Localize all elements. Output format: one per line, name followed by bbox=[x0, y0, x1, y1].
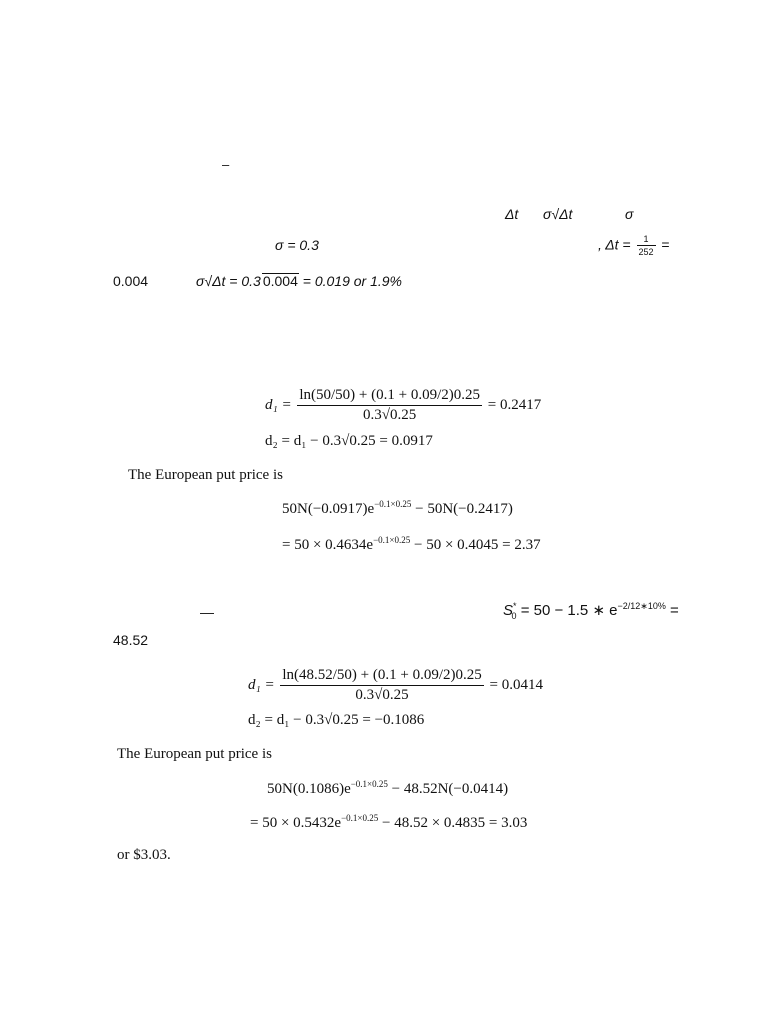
adjusted-stock-price bbox=[503, 601, 679, 621]
d1-numerator: ln(50/50) + (0.1 + 0.09/2)0.25 bbox=[297, 387, 482, 406]
d1-equation-1 bbox=[265, 387, 541, 425]
put-price-heading-1: The European put price is bbox=[128, 467, 283, 483]
delta-t-symbol: Δt bbox=[505, 206, 519, 222]
put-formula-1-exponent: −0.1×0.25 bbox=[374, 499, 412, 509]
delta-t-denominator: 252 bbox=[638, 247, 654, 258]
put-eval-1-main: = 50 × 0.4634e bbox=[282, 537, 374, 553]
put-formula-1-main: 50N(−0.0917)e bbox=[282, 501, 375, 517]
delta-t-numerator: 1 bbox=[637, 234, 656, 246]
delta-t-prefix: , Δt = bbox=[598, 236, 631, 253]
put-formula-2-main: 50N(0.1086)e bbox=[267, 781, 351, 797]
d1-numerator-2: ln(48.52/50) + (0.1 + 0.09/2)0.25 bbox=[280, 667, 483, 686]
d1-result: = 0.2417 bbox=[487, 397, 542, 414]
intro-dash: – bbox=[222, 157, 230, 172]
d1-denominator-2: 0.3√0.25 bbox=[355, 687, 409, 704]
d2-equation-2: d₂ = d₁ − 0.3√0.25 = −0.1086 bbox=[248, 712, 425, 728]
part2-dash: — bbox=[200, 604, 214, 620]
sigma-symbol: σ bbox=[625, 206, 634, 222]
d1-result-2: = 0.0414 bbox=[489, 677, 543, 694]
adjusted-stock-value: 48.52 bbox=[113, 632, 149, 648]
d1-fraction-2 bbox=[280, 667, 483, 705]
s0-symbol: S bbox=[503, 602, 514, 619]
put-eval-1-exponent: −0.1×0.25 bbox=[373, 535, 411, 545]
vol-calc-prefix: σ√Δt = 0.3 bbox=[196, 273, 261, 289]
s0-subscript: 0 bbox=[511, 611, 517, 621]
d1-denominator: 0.3√0.25 bbox=[363, 407, 417, 424]
put-eval-2-tail: − 48.52 × 0.4835 = 3.03 bbox=[381, 815, 528, 831]
d1-label-2: d₁ = bbox=[248, 677, 275, 694]
s0-star: * bbox=[513, 601, 517, 611]
vol-calc-radicand: 0.004 bbox=[262, 273, 298, 289]
s0-expression: = 50 − 1.5 ∗ e bbox=[520, 602, 618, 619]
delta-t-equals: = bbox=[661, 236, 670, 253]
put-evaluation-1 bbox=[282, 535, 541, 553]
put-eval-1-tail: − 50 × 0.4045 = 2.37 bbox=[413, 537, 541, 553]
put-price-heading-2: The European put price is bbox=[117, 746, 272, 762]
d1-equation-2 bbox=[248, 667, 543, 705]
d1-label: d₁ = bbox=[265, 397, 292, 414]
put-eval-2-exponent: −0.1×0.25 bbox=[341, 813, 379, 823]
put-formula-1-tail: − 50N(−0.2417) bbox=[415, 501, 513, 517]
delta-t-definition bbox=[598, 234, 670, 258]
d1-fraction bbox=[297, 387, 482, 425]
final-answer: or $3.03. bbox=[117, 847, 171, 863]
vol-calc-result: = 0.019 or 1.9% bbox=[302, 273, 403, 289]
put-formula-2-tail: − 48.52N(−0.0414) bbox=[391, 781, 509, 797]
sigma-value: σ = 0.3 bbox=[275, 237, 319, 253]
delta-t-value: 0.004 bbox=[113, 273, 149, 289]
volatility-calculation bbox=[196, 273, 402, 288]
sigma-sqrt-dt-symbol: σ√Δt bbox=[543, 206, 573, 222]
s0-equals: = bbox=[670, 602, 679, 619]
put-eval-2-main: = 50 × 0.5432e bbox=[250, 815, 342, 831]
put-formula-1 bbox=[282, 499, 513, 517]
s0-exponent: −2/12∗10% bbox=[617, 601, 666, 611]
put-evaluation-2 bbox=[250, 813, 528, 831]
put-formula-2 bbox=[267, 779, 509, 797]
put-formula-2-exponent: −0.1×0.25 bbox=[350, 779, 388, 789]
d2-equation-1: d₂ = d₁ − 0.3√0.25 = 0.0917 bbox=[265, 433, 433, 449]
delta-t-fraction bbox=[637, 234, 656, 258]
